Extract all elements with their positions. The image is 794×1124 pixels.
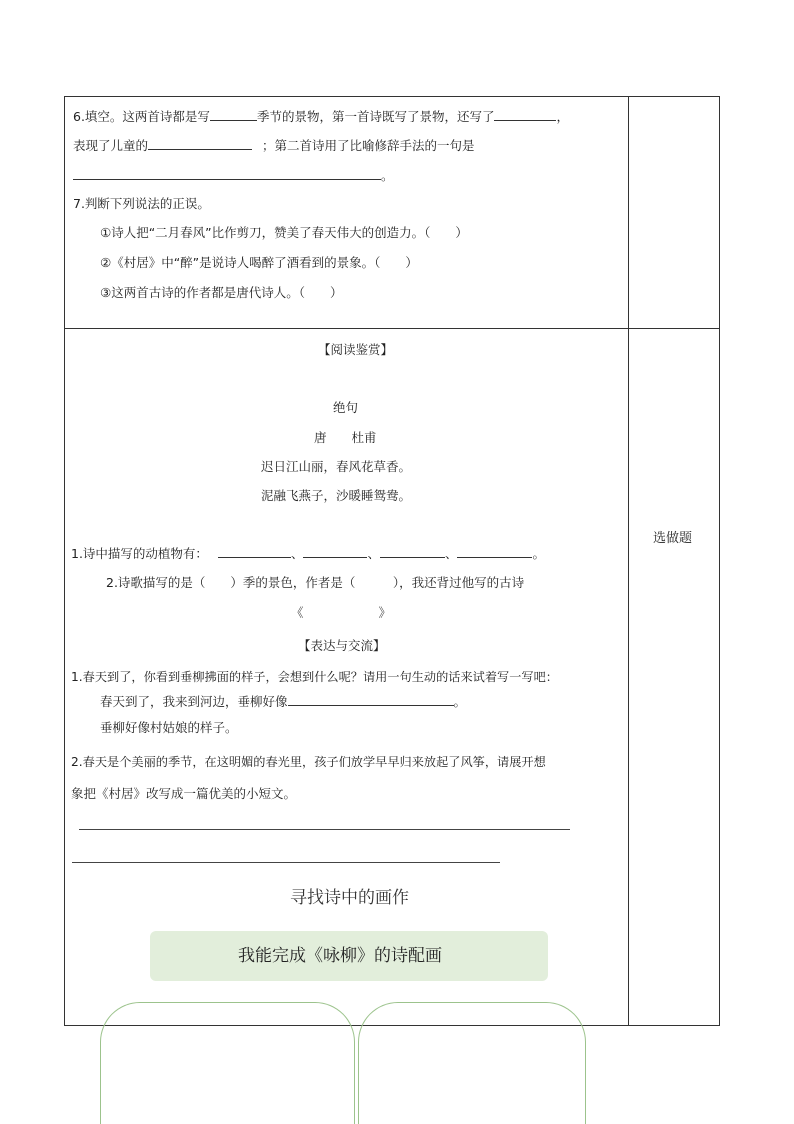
writing-line-2[interactable] (72, 862, 500, 863)
expression-q1-answer: 垂柳好像村姑娘的样子。 (100, 720, 238, 735)
q6-line2-text-a: 表现了儿童的 (73, 138, 149, 153)
reading-q1-sep-3: 、 (444, 546, 458, 561)
q6-blank-also-wrote[interactable] (494, 108, 556, 121)
q6-line1-text-c: ， (556, 109, 569, 124)
poem-line-1: 迟日江山丽，春风花草香。 (261, 459, 412, 474)
table-left-border (64, 96, 65, 1026)
q7-item-3: ③这两首古诗的作者都是唐代诗人。（ ） (100, 285, 343, 300)
table-column-divider (628, 96, 629, 1026)
table-row-divider (64, 328, 720, 329)
reading-heading: 【阅读鉴赏】 (318, 342, 394, 357)
expression-q1-example (100, 693, 466, 710)
q6-blank-metaphor-line[interactable] (73, 167, 381, 180)
poem-author: 唐 杜甫 (314, 430, 377, 445)
q6-line1 (73, 108, 569, 125)
q6-line1-text-b: 季节的景物，第一首诗既写了景物，还写了 (256, 109, 495, 124)
expression-q2-line2: 象把《村居》改写成一篇优美的小短文。 (71, 786, 297, 801)
q6-line1-text-a: 6.填空。这两首诗都是写 (73, 109, 210, 124)
reading-q1-end: 。 (532, 546, 545, 561)
q6-line2-text-b: ；第二首诗用了比喻修辞手法的一句是 (262, 138, 475, 153)
drawing-frame-right[interactable] (358, 1002, 586, 1124)
painting-title: 寻找诗中的画作 (290, 888, 409, 908)
expression-q1-example-text: 春天到了，我来到河边，垂柳好像 (100, 694, 288, 709)
q6-line3-end: 。 (381, 168, 394, 183)
drawing-frame-left[interactable] (100, 1002, 355, 1124)
writing-line-1[interactable] (79, 829, 570, 830)
table-right-border (719, 96, 720, 1026)
reading-q1-blank-2[interactable] (303, 545, 367, 558)
reading-q1-sep-1: 、 (290, 546, 304, 561)
optional-label: 选做题 (653, 531, 693, 546)
expression-q2-line1: 2.春天是个美丽的季节，在这明媚的春光里，孩子们放学早早归来放起了风筝，请展开想 (71, 755, 546, 769)
expression-q1-example-end: 。 (453, 694, 467, 709)
reading-q1-blank-1[interactable] (218, 545, 291, 558)
expression-q1-blank[interactable] (288, 693, 454, 706)
q7-item-2: ②《村居》中“醉”是说诗人喝醉了酒看到的景象。（ ） (100, 255, 418, 270)
painting-banner-text: 我能完成《咏柳》的诗配画 (238, 946, 442, 966)
poem-line-2: 泥融飞燕子，沙暖睡鸳鸯。 (261, 488, 412, 503)
expression-heading: 【表达与交流】 (298, 638, 386, 653)
reading-q2-brackets: 《 》 (291, 605, 392, 620)
q6-blank-season[interactable] (210, 108, 257, 121)
reading-q1-blank-4[interactable] (457, 545, 532, 558)
reading-q1-sep-2: 、 (367, 546, 380, 561)
q6-line3 (73, 167, 394, 184)
reading-q2: 2.诗歌描写的是（ ）季的景色，作者是（ ），我还背过他写的古诗 (106, 575, 525, 590)
q6-line2 (73, 137, 475, 154)
reading-q1-blank-3[interactable] (380, 545, 445, 558)
expression-q1: 1.春天到了，你看到垂柳拂面的样子，会想到什么呢？请用一句生动的话来试着写一写吧： (71, 670, 558, 684)
poem-title: 绝句 (333, 400, 359, 415)
q7-item-1: ①诗人把“二月春风”比作剪刀，赞美了春天伟大的创造力。（ ） (100, 225, 468, 240)
table-top-border (64, 96, 720, 97)
q7-title: 7.判断下列说法的正误。 (73, 196, 210, 211)
reading-q1 (71, 545, 545, 562)
q6-blank-children[interactable] (148, 137, 252, 150)
reading-q1-text: 1.诗中描写的动植物有： (71, 546, 208, 561)
